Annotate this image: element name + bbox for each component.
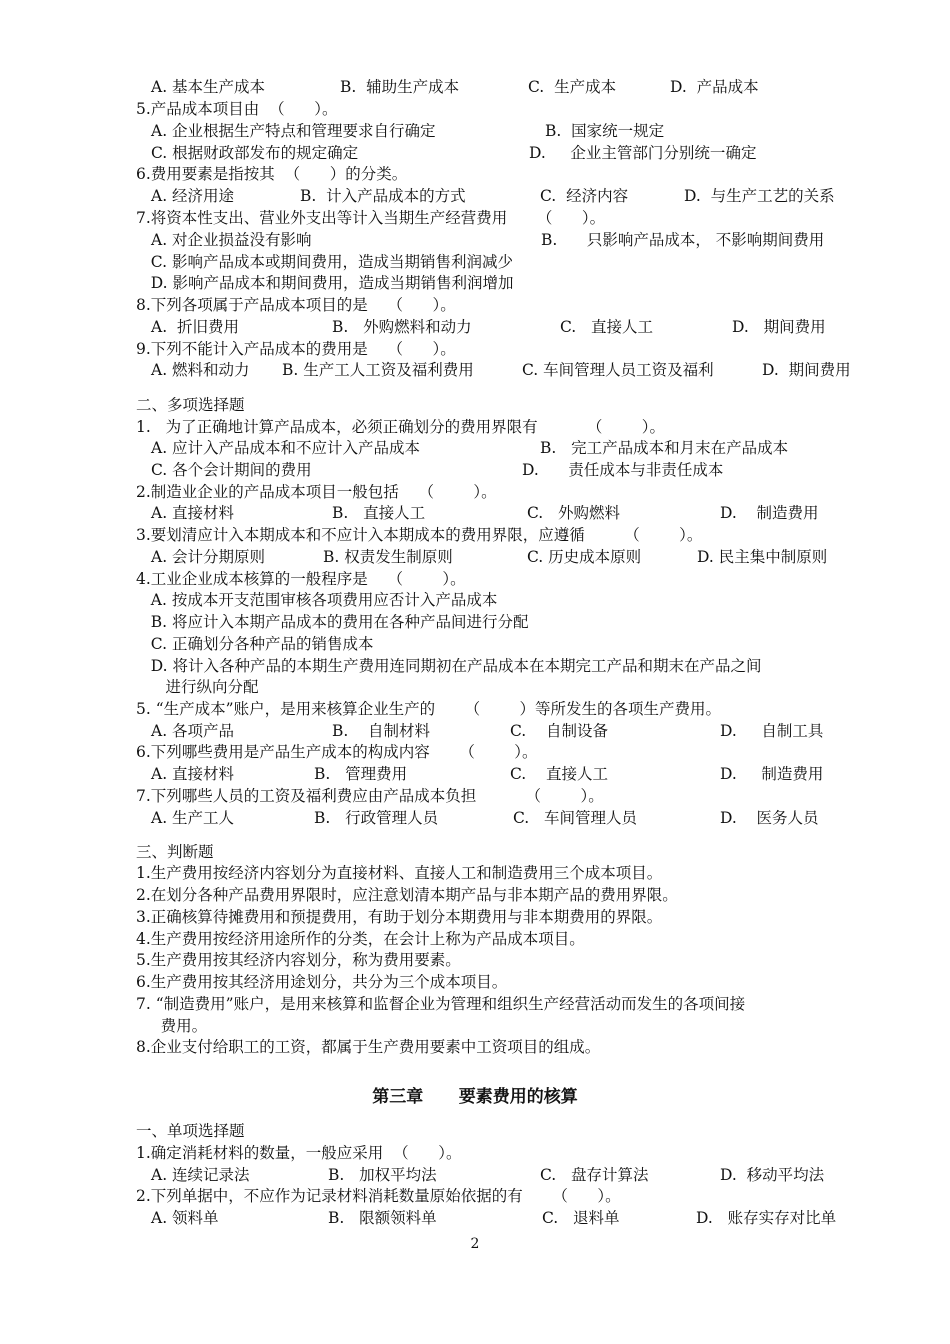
answer-option: D. 责任成本与非责任成本 [522,461,724,479]
answer-option: D. 民主集中制原则 [697,548,828,566]
answer-option: D. 产品成本 [670,78,759,96]
answer-option: C. 经济内容 [540,187,629,205]
text-line: 费用。 [136,1017,208,1035]
answer-option: B. 生产工人工资及福利费用 [282,361,474,379]
answer-option: A. 应计入产品成本和不应计入产品成本 [151,439,421,457]
text-line: C. 影响产品成本或期间费用，造成当期销售利润减少 [136,253,513,271]
text-line: B. 将应计入本期产品成本的费用在各种产品间进行分配 [136,613,529,631]
answer-option: C. 自制设备 [510,722,608,740]
answer-option: B. 自制材料 [332,722,431,740]
answer-option: B. 直接人工 [332,504,426,522]
answer-option: B. 限额领料单 [328,1209,437,1227]
answer-option: A. 各项产品 [151,722,235,740]
text-line: D. 影响产品成本和期间费用，造成当期销售利润增加 [136,274,514,292]
text-line: 4.生产费用按经济用途所作的分类，在会计上称为产品成本项目。 [136,930,585,948]
answer-option: B. 管理费用 [314,765,408,783]
text-line: 5.生产费用按其经济内容划分，称为费用要素。 [136,951,461,969]
text-line: 2.制造业企业的产品成本项目一般包括 （ ）。 [136,483,497,501]
chapter-title: 第三章 要素费用的核算 [372,1087,578,1107]
answer-option: A. 会计分期原则 [151,548,266,566]
answer-option: C. 外购燃料 [527,504,621,522]
text-line: 6.生产费用按其经济用途划分，共分为三个成本项目。 [136,973,508,991]
answer-option: B. 外购燃料和动力 [332,318,472,336]
answer-option: D. 账存实存对比单 [696,1209,837,1227]
answer-option: A. 连续记录法 [151,1166,250,1184]
answer-option: D. 医务人员 [720,809,819,827]
answer-option: D. 制造费用 [720,765,824,783]
text-line: 8.下列各项属于产品成本项目的是 （ ）。 [136,296,456,314]
answer-option: C. 根据财政部发布的规定确定 [151,144,359,162]
answer-option: A. 对企业损益没有影响 [151,231,312,249]
answer-option: B. 行政管理人员 [314,809,439,827]
text-line: 9.下列不能计入产品成本的费用是 （ ）。 [136,340,456,358]
text-line: 5.产品成本项目由 （ ）。 [136,100,338,118]
answer-option: C. 退料单 [542,1209,620,1227]
section-heading-true-false: 三、判断题 [136,843,214,861]
answer-option: A. 燃料和动力 [151,361,250,379]
text-line: 8.企业支付给职工的工资，都属于生产费用要素中工资项目的组成。 [136,1038,601,1056]
answer-option: A. 领料单 [151,1209,219,1227]
answer-option: D. 期间费用 [732,318,826,336]
text-line: D. 将计入各种产品的本期生产费用连同期初在产品成本在本期完工产品和期末在产品之间 [136,657,762,675]
text-line: 7. “制造费用”账户，是用来核算和监督企业为管理和组织生产经营活动而发生的各项间接 [136,995,746,1013]
text-line: 进行纵向分配 [136,678,259,696]
answer-option: D. 与生产工艺的关系 [684,187,835,205]
answer-option: C. 车间管理人员工资及福利 [522,361,714,379]
answer-option: A. 直接材料 [151,504,235,522]
text-line: 6.费用要素是指按其 （ ）的分类。 [136,165,408,183]
answer-option: B. 完工产品成本和月末在产品成本 [540,439,789,457]
page-number: 2 [470,1236,480,1252]
answer-option: C. 历史成本原则 [527,548,642,566]
answer-option: B. 加权平均法 [328,1166,437,1184]
answer-option: A. 折旧费用 [151,318,239,336]
answer-option: C. 生产成本 [528,78,617,96]
answer-option: C. 各个会计期间的费用 [151,461,312,479]
answer-option: A. 基本生产成本 [151,78,266,96]
text-line: 3.要划清应计入本期成本和不应计入本期成本的费用界限，应遵循 （ ）。 [136,526,703,544]
text-line: 1.生产费用按经济内容划分为直接材料、直接人工和制造费用三个成本项目。 [136,864,663,882]
answer-option: A. 企业根据生产特点和管理要求自行确定 [151,122,436,140]
text-line: 2.在划分各种产品费用界限时，应注意划清本期产品与非本期产品的费用界限。 [136,886,678,904]
text-line: 7.将资本性支出、营业外支出等计入当期生产经营费用 （ ）。 [136,209,606,227]
answer-option: B. 权责发生制原则 [323,548,453,566]
answer-option: C. 车间管理人员 [513,809,638,827]
answer-option: D. 移动平均法 [720,1166,825,1184]
answer-option: B. 只影响产品成本， 不影响期间费用 [541,231,825,249]
answer-option: B. 计入产品成本的方式 [300,187,466,205]
answer-option: D. 自制工具 [720,722,824,740]
answer-option: D. 制造费用 [720,504,819,522]
text-line: 4.工业企业成本核算的一般程序是 （ ）。 [136,570,466,588]
answer-option: D. 期间费用 [762,361,851,379]
text-line: A. 按成本开支范围审核各项费用应否计入产品成本 [136,591,498,609]
answer-option: A. 经济用途 [151,187,235,205]
answer-option: C. 直接人工 [510,765,608,783]
text-line: 7.下列哪些人员的工资及福利费应由产品成本负担 （ ）。 [136,787,604,805]
text-line: 3.正确核算待摊费用和预提费用，有助于划分本期费用与非本期费用的界限。 [136,908,663,926]
answer-option: C. 直接人工 [560,318,654,336]
text-line: 5. “生产成本”账户，是用来核算企业生产的 （ ）等所发生的各项生产费用。 [136,700,722,718]
answer-option: D. 企业主管部门分别统一确定 [529,144,757,162]
answer-option: A. 直接材料 [151,765,235,783]
text-line: 1. 为了正确地计算产品成本，必须正确划分的费用界限有 （ ）。 [136,418,666,436]
text-line: C. 正确划分各种产品的销售成本 [136,635,374,653]
text-line: 1.确定消耗材料的数量，一般应采用 （ ）。 [136,1144,462,1162]
text-line: 2.下列单据中，不应作为记录材料消耗数量原始依据的有 （ ）。 [136,1187,621,1205]
answer-option: A. 生产工人 [151,809,235,827]
answer-option: B. 国家统一规定 [545,122,665,140]
section-heading-single-choice: 一、单项选择题 [136,1122,245,1140]
answer-option: B. 辅助生产成本 [340,78,460,96]
text-line: 6.下列哪些费用是产品生产成本的构成内容 （ ）。 [136,743,538,761]
answer-option: C. 盘存计算法 [540,1166,649,1184]
section-heading-multiple-choice: 二、多项选择题 [136,396,245,414]
